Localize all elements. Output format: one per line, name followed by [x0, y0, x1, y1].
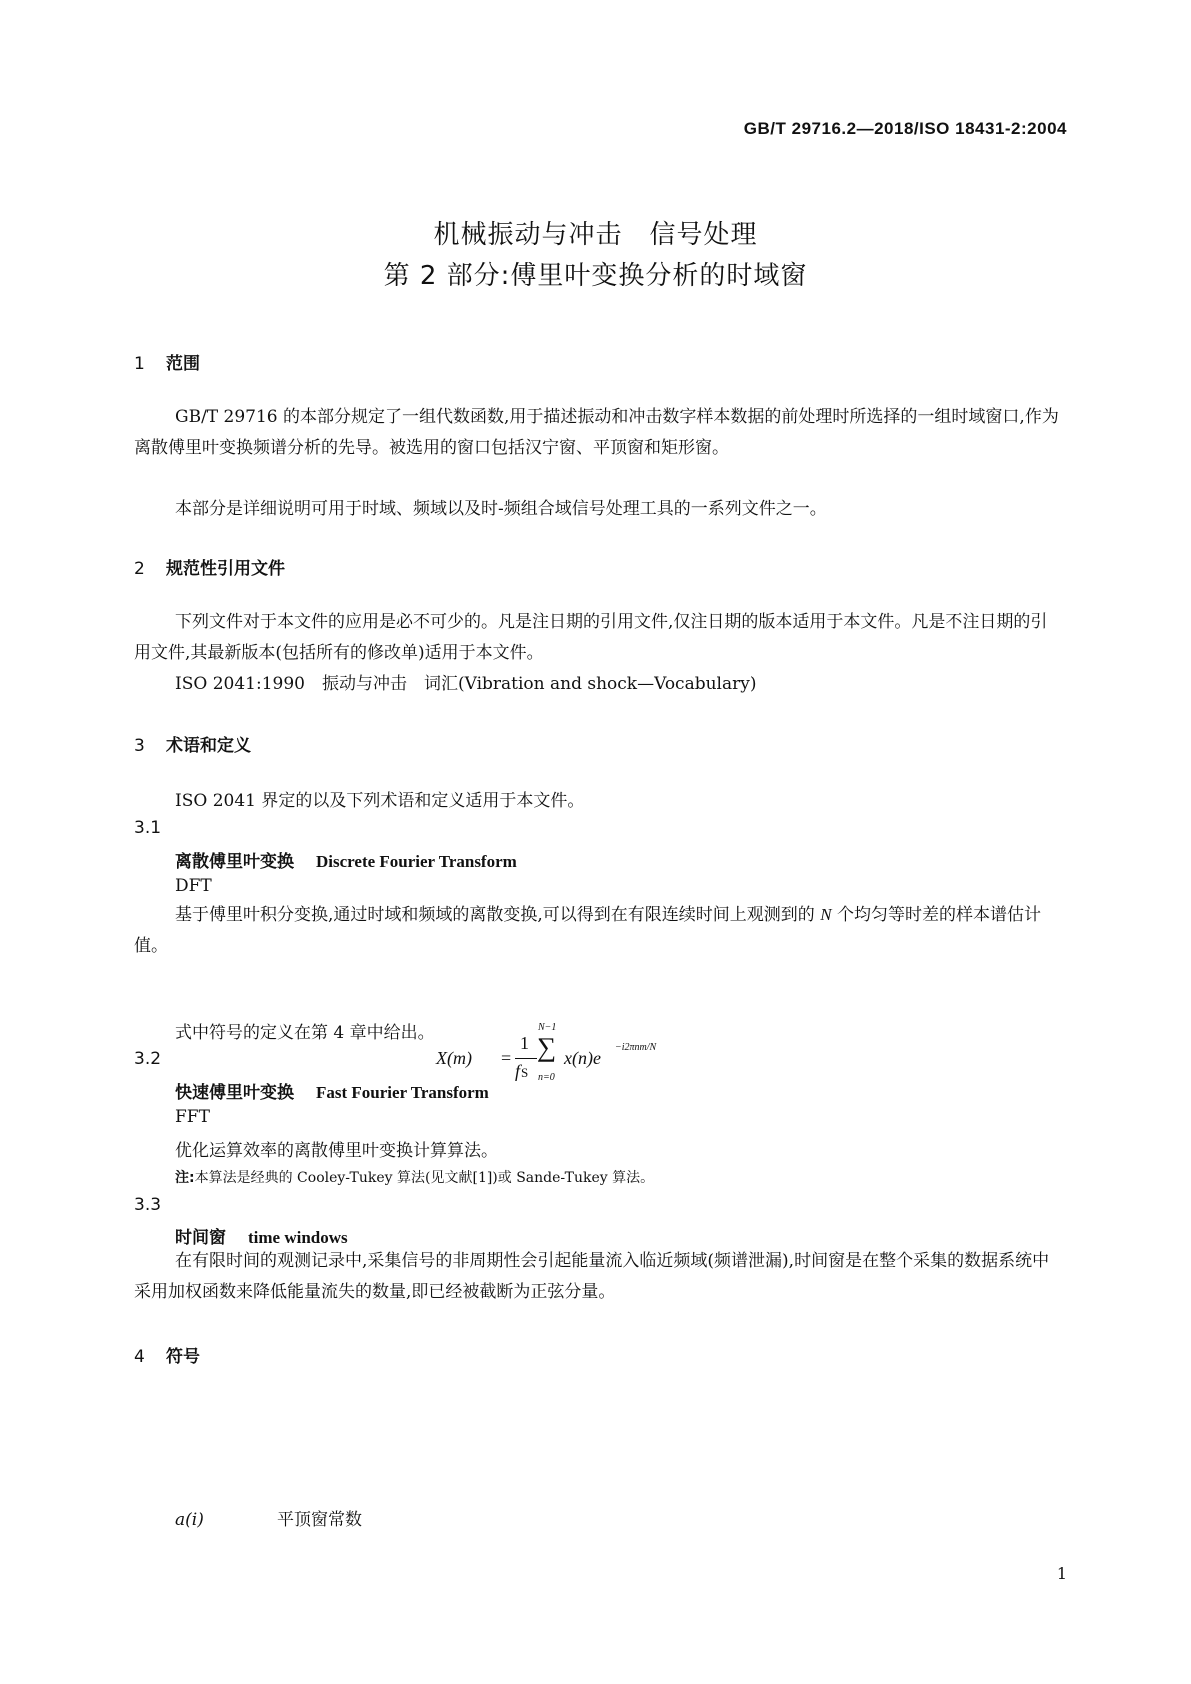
section-title: 符号 — [166, 1347, 200, 1367]
definition — [134, 1246, 1060, 1308]
sum-upper-limit: N−1 — [538, 1022, 557, 1033]
formula-term: x(n)e — [564, 1048, 601, 1068]
document-title-line2: 第 2 部分:傅里叶变换分析的时域窗 — [383, 261, 808, 291]
section-number: 4 — [134, 1347, 145, 1367]
paragraph: 本部分是详细说明可用于时域、频域以及时-频组合域信号处理工具的一系列文件之一。 — [175, 499, 827, 519]
definition-text: 在有限时间的观测记录中,采集信号的非周期性会引起能量流入临近频域(频谱泄漏),时间窗是在整个采集的数据系统中采用加权函数来降低能量流失的数量,即已经被截断为正弦分量。 — [134, 1251, 1050, 1302]
definition: 优化运算效率的离散傅里叶变换计算算法。 — [175, 1141, 498, 1161]
page-number: 1 — [1056, 1564, 1067, 1583]
term-zh: 时间窗 — [175, 1228, 226, 1248]
term-entry — [175, 1078, 489, 1103]
fraction-bar — [515, 1058, 537, 1059]
definition-part: 个均匀等时差的样本谱估计值。 — [134, 905, 1041, 956]
note-label: 注: — [175, 1170, 195, 1186]
symbol-row — [175, 1505, 362, 1530]
section-title: 范围 — [166, 354, 200, 374]
term-entry — [175, 1223, 348, 1248]
term-en: Fast Fourier Transform — [316, 1083, 489, 1102]
paragraph: ISO 2041 界定的以及下列术语和定义适用于本文件。 — [175, 791, 585, 811]
paragraph: 式中符号的定义在第 4 章中给出。 — [175, 1023, 435, 1043]
denominator-symbol: f — [515, 1061, 521, 1081]
term-zh: 离散傅里叶变换 — [175, 852, 294, 872]
section-heading-4 — [134, 1342, 200, 1367]
formula-lhs: X(m) — [436, 1048, 472, 1068]
clause-number: 3.2 — [134, 1049, 162, 1069]
definition-text — [134, 899, 1060, 962]
term-abbreviation: FFT — [175, 1107, 210, 1127]
section-heading-3 — [134, 731, 251, 756]
symbol-description: 平顶窗常数 — [277, 1510, 362, 1530]
term-abbreviation: DFT — [175, 876, 212, 896]
paragraph-text: 下列文件对于本文件的应用是必不可少的。凡是注日期的引用文件,仅注日期的版本适用于本文件。凡是不注日期的引用文件,其最新版本(包括所有的修改单)适用于本文件。 — [134, 612, 1048, 663]
definition — [134, 899, 1060, 962]
sum-lower-limit: n=0 — [538, 1072, 555, 1083]
formula-exponent: −i2πnm/N — [615, 1042, 657, 1053]
paragraph-text: GB/T 29716 的本部分规定了一组代数函数,用于描述振动和冲击数字样本数据的前处理时所选择的一组时域窗口,作为离散傅里叶变换频谱分析的先导。被选用的窗口包括汉宁窗、平顶窗和矩形窗。 — [134, 407, 1059, 458]
section-number: 1 — [134, 354, 145, 374]
term-zh: 快速傅里叶变换 — [175, 1083, 294, 1103]
paragraph — [134, 607, 1060, 669]
term-entry — [175, 847, 517, 872]
definition-part: 基于傅里叶积分变换,通过时域和频域的离散变换,可以得到在有限连续时间上观测到的 — [175, 905, 815, 925]
note-text: 本算法是经典的 Cooley-Tukey 算法(见文献[1])或 Sande-Tukey 算法。 — [194, 1170, 655, 1186]
section-number: 3 — [134, 736, 145, 756]
clause-number: 3.3 — [134, 1195, 162, 1215]
formula-numerator: 1 — [520, 1033, 529, 1053]
section-title: 规范性引用文件 — [166, 559, 285, 579]
reference-entry: ISO 2041:1990 振动与冲击 词汇(Vibration and shock—Vocabulary) — [175, 674, 757, 694]
sum-symbol: ∑ — [537, 1032, 557, 1062]
denominator-subscript: S — [521, 1065, 529, 1080]
symbol: a(i) — [175, 1510, 204, 1530]
definition-variable: N — [820, 905, 832, 924]
paragraph — [134, 402, 1060, 464]
document-title-line1: 机械振动与冲击 信号处理 — [433, 220, 758, 250]
section-number: 2 — [134, 559, 145, 579]
formula-denominator — [515, 1061, 528, 1082]
section-heading-2 — [134, 554, 285, 579]
term-en: Discrete Fourier Transform — [316, 852, 517, 871]
clause-number: 3.1 — [134, 818, 162, 838]
note — [175, 1167, 654, 1187]
formula-equals: = — [501, 1048, 512, 1068]
section-title: 术语和定义 — [166, 736, 251, 756]
section-heading-1 — [134, 349, 200, 374]
standard-number: GB/T 29716.2—2018/ISO 18431-2:2004 — [743, 119, 1067, 138]
dft-formula — [436, 1022, 780, 1092]
term-en: time windows — [248, 1228, 348, 1247]
